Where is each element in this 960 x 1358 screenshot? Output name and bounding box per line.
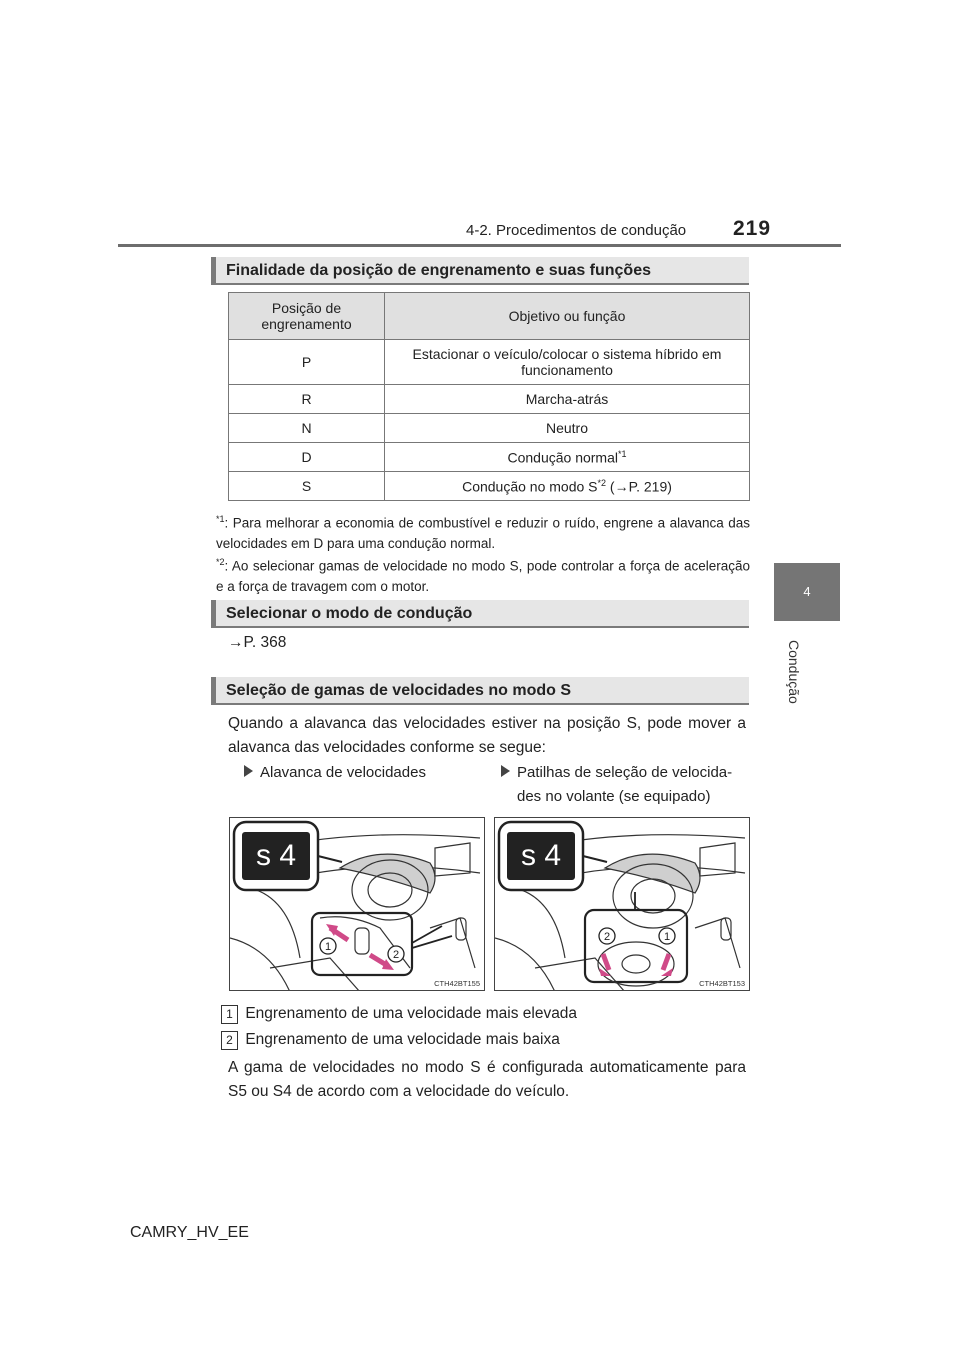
closing-paragraph: A gama de velocidades no modo S é configurada automaticamente para S5 ou S4 de acordo com a velocidade do veículo. (228, 1059, 746, 1100)
item-number: 2 (221, 1031, 238, 1050)
table-cell-position: S (229, 472, 385, 501)
gear-position-table (228, 292, 750, 501)
section-heading: 4-2. Procedimentos de condução (466, 222, 687, 239)
table-row (229, 414, 750, 443)
footnote-mark: *1 (216, 514, 225, 524)
section-title-drive-mode: Selecionar o modo de condução (211, 600, 749, 628)
intro-paragraph: Quando a alavanca das velocidades estiver na posição S, pode mover a alavanca das velocidades conforme se segue: (228, 715, 746, 756)
bullet-triangle-icon (244, 765, 253, 777)
bullet-paddle-shifters (501, 760, 732, 786)
table-cell-position: P (229, 340, 385, 385)
figure-shift-lever (229, 817, 485, 991)
chapter-label-text: Condução (786, 640, 802, 704)
list-item (221, 1005, 577, 1024)
table-cell-function (385, 472, 750, 501)
svg-text:1: 1 (663, 931, 671, 943)
table-row (229, 472, 750, 501)
table-cell-position: D (229, 443, 385, 472)
footnote-text: : Para melhorar a economia de combustível e reduzir o ruído, engrene a alavanca das velocidades em D para uma condução normal. (216, 515, 750, 551)
section-title-s-mode: Seleção de gamas de velocidades no modo S (211, 677, 749, 705)
item-text: Engrenamento de uma velocidade mais baixa (245, 1031, 560, 1048)
header-rule (118, 244, 841, 247)
footnote-text: : Ao selecionar gamas de velocidade no modo S, pode controlar a força de aceleração e a força de travagem com o motor. (216, 558, 750, 594)
table-row (229, 340, 750, 385)
bullet-text-continued: des no volante (se equipado) (517, 788, 711, 805)
bullet-text: Alavanca de velocidades (260, 764, 426, 781)
item-number: 1 (221, 1005, 238, 1024)
figure-paddle-shifters (494, 817, 750, 991)
bullet-text: Patilhas de seleção de velocida- (517, 764, 733, 781)
chapter-label (760, 640, 830, 710)
table-row (229, 443, 750, 472)
page-number: 219 (733, 217, 772, 240)
figure-code: CTH42BT153 (699, 979, 745, 988)
svg-text:2: 2 (392, 949, 400, 961)
display-s4-text: s 4 (520, 839, 562, 872)
footnote-2 (216, 552, 750, 597)
display-s4-text: s 4 (255, 839, 297, 872)
bullet-triangle-icon (501, 765, 510, 777)
svg-text:2: 2 (603, 931, 611, 943)
figure-code: CTH42BT155 (434, 979, 480, 988)
table-row (229, 385, 750, 414)
table-cell-function (385, 443, 750, 472)
table-cell-position: R (229, 385, 385, 414)
footnote-1 (216, 509, 750, 554)
footnote-mark: *2 (597, 477, 607, 488)
section-title-gear-positions: Finalidade da posição de engrenamento e suas funções (211, 257, 749, 285)
page-reference[interactable]: (→P. 219) (606, 478, 672, 495)
function-text: Condução normal (507, 449, 618, 466)
list-item (221, 1031, 560, 1050)
svg-text:1: 1 (324, 941, 332, 953)
function-text: Condução no modo S (462, 478, 598, 495)
page-reference[interactable]: →P. 368 (228, 634, 287, 651)
item-text: Engrenamento de uma velocidade mais elevada (245, 1005, 578, 1022)
table-header-function: Objetivo ou função (385, 293, 750, 340)
table-cell-function: Estacionar o veículo/colocar o sistema híbrido em funcionamento (385, 340, 750, 385)
model-code: CAMRY_HV_EE (130, 1224, 249, 1241)
table-cell-position: N (229, 414, 385, 443)
footnote-mark: *2 (216, 557, 225, 567)
table-cell-function: Neutro (385, 414, 750, 443)
bullet-shift-lever (244, 760, 426, 786)
footnote-mark: *1 (618, 448, 627, 459)
table-header-position: Posição de engrenamento (229, 293, 385, 340)
table-cell-function: Marcha-atrás (385, 385, 750, 414)
chapter-tab: 4 (774, 563, 840, 621)
